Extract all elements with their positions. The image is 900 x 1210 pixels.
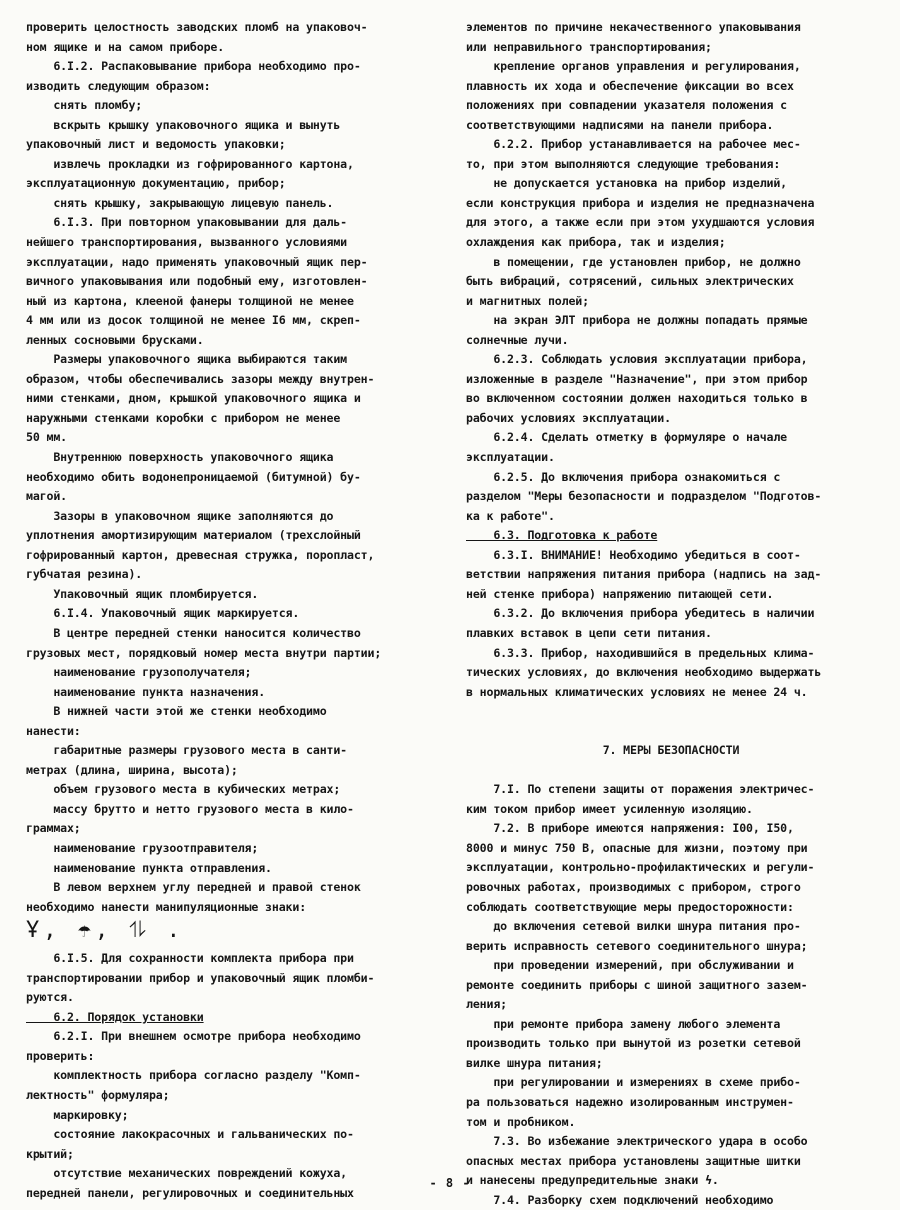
right-column: [466, 18, 876, 1210]
left-text-line: 6.I.2. Распаковывание прибора необходимо про-: [26, 59, 361, 74]
left-text-line: транспортировании прибор и упаковочный ящик пломби-: [26, 970, 375, 985]
right-text-line: 7.4. Разборку схем подключений необходимо: [466, 1192, 774, 1207]
section-6-3-heading-text: 6.3. Подготовка к работе: [466, 528, 658, 543]
right-text-line: и нанесены предупредительные знаки ϟ.: [466, 1171, 876, 1191]
right-text-line: соответствующими надписями на панели прибора.: [466, 117, 774, 132]
right-text-line: на экран ЭЛТ прибора не должны попадать прямые: [466, 313, 808, 328]
right-text-line: быть вибраций, сотрясений, сильных электрических: [466, 274, 794, 289]
right-text-line: 8000 и минус 750 В, опасные для жизни, поэтому при: [466, 840, 808, 855]
right-text-line: до включения сетевой вилки шнура питания про-: [466, 919, 801, 934]
left-text-line: руются.: [26, 990, 74, 1005]
right-text-line: 6.2.5. До включения прибора ознакомиться с: [466, 469, 781, 484]
left-text-line: передней панели, регулировочных и соединительных: [26, 1185, 354, 1200]
left-text-line: комплектность прибора согласно разделу "Комп-: [26, 1068, 361, 1083]
right-text-line: 6.3.2. До включения прибора убедитесь в наличии: [466, 606, 815, 621]
left-text-line: губчатая резина).: [26, 567, 143, 582]
left-text-line: маркировку;: [26, 1107, 129, 1122]
right-text-line: элементов по причине некачественного упаковывания: [466, 20, 801, 34]
left-text-line: необходимо нанести манипуляционные знаки:: [26, 899, 307, 914]
left-text-line: проверить целостность заводских пломб на упаковоч-: [26, 20, 368, 34]
right-text-line: 7.2. В приборе имеются напряжения: I00, I50,: [466, 821, 794, 836]
right-text-line: производить только при вынутой из розетки сетевой: [466, 1036, 801, 1051]
left-text-line: Внутреннюю поверхность упаковочного ящика: [26, 450, 334, 465]
section-6-3-heading: [466, 526, 876, 546]
left-text-line: 50 мм.: [26, 430, 67, 445]
right-text-line: 7.3. Во избежание электрического удара в особо: [466, 1134, 808, 1149]
left-text-line: состояние лакокрасочных и гальванических по-: [26, 1127, 354, 1142]
left-text-line: наименование грузоотправителя;: [26, 840, 259, 855]
left-text-line: снять пломбу;: [26, 98, 143, 113]
right-text-line: эксплуатации, контрольно-профилактических и регули-: [466, 860, 815, 875]
left-text-line: массу брутто и нетто грузового места в кило-: [26, 801, 354, 816]
left-text-line: лектность" формуляра;: [26, 1087, 170, 1102]
right-text-line: 6.3.3. Прибор, находившийся в предельных клима-: [466, 645, 815, 660]
right-text-line: 6.3.I. ВНИМАНИЕ! Необходимо убедиться в соот-: [466, 547, 801, 562]
right-text-line: ким током прибор имеет усиленную изоляцию.: [466, 801, 753, 816]
right-text-line: вилке шнура питания;: [466, 1055, 603, 1070]
right-text-line: рабочих условиях эксплуатации.: [466, 410, 671, 425]
left-text-line: 4 мм или из досок толщиной не менее I6 мм, скреп-: [26, 313, 361, 328]
right-text-line: и магнитных полей;: [466, 293, 589, 308]
left-text-line: магой.: [26, 489, 67, 504]
left-text-line: гофрированный картон, древесная стружка, поропласт,: [26, 547, 375, 562]
left-text-line: отсутствие механических повреждений кожуха,: [26, 1166, 348, 1181]
right-text-line: в нормальных климатических условиях не менее 24 ч.: [466, 684, 808, 699]
left-text-line: Упаковочный ящик пломбируется.: [26, 586, 259, 601]
left-text-line: 6.2.I. При внешнем осмотре прибора необходимо: [26, 1029, 361, 1044]
left-text-line: нанести:: [26, 723, 81, 738]
left-text-line: упаковочный лист и ведомость упаковки;: [26, 137, 286, 152]
right-text-line: при регулировании и измерениях в схеме прибо-: [466, 1075, 801, 1090]
left-text-line: объем грузового места в кубических метрах;: [26, 782, 341, 797]
left-text-line: грузовых мест, порядковый номер места внутри партии;: [26, 645, 382, 660]
left-text-line: нейшего транспортирования, вызванного условиями: [26, 235, 348, 250]
right-text-line: крепление органов управления и регулирования,: [466, 59, 801, 74]
right-text-line: ра пользоваться надежно изолированным инструмен-: [466, 1094, 794, 1109]
left-text-line: ними стенками, дном, крышкой упаковочного ящика и: [26, 391, 361, 406]
right-text-line: или неправильного транспортирования;: [466, 39, 712, 54]
page-number: - 8 -: [429, 1176, 471, 1190]
right-text-line: 7.I. По степени защиты от поражения электричес-: [466, 782, 815, 797]
left-text-line: 6.I.5. Для сохранности комплекта прибора при: [26, 951, 354, 966]
left-text-line: изводить следующим образом:: [26, 78, 211, 93]
left-text-line: граммах;: [26, 821, 81, 836]
right-text-line: положениях при совпадении указателя положения с: [466, 98, 788, 113]
right-text-line: верить исправность сетевого соединительного шнура;: [466, 938, 808, 953]
right-text-line: эксплуатации.: [466, 450, 555, 465]
right-text-line: ремонте соединить приборы с шиной защитного зазем-: [466, 977, 808, 992]
left-text-line: ленных сосновыми брусками.: [26, 332, 204, 347]
left-column: [26, 18, 431, 1203]
right-text-line: во включенном состоянии должен находиться только в: [466, 391, 808, 406]
right-text-line: соблюдать соответствующие меры предосторожности:: [466, 899, 794, 914]
left-text-line: метрах (длина, ширина, высота);: [26, 762, 238, 777]
left-text-line: Зазоры в упаковочном ящике заполняются до: [26, 508, 334, 523]
right-text-line: ней стенке прибора) напряжению питающей сети.: [466, 586, 774, 601]
left-text-line: снять крышку, закрывающую лицевую панель.: [26, 195, 334, 210]
right-text-line: в помещении, где установлен прибор, не должно: [466, 254, 801, 269]
right-text-line: разделом "Меры безопасности и подразделом "Подготов-: [466, 489, 822, 504]
left-text-line: наружными стенками коробки с прибором не менее: [26, 410, 341, 425]
left-text-line: эксплуатационную документацию, прибор;: [26, 176, 286, 191]
right-text-line: ровочных работах, производимых с прибором, строго: [466, 879, 801, 894]
left-text-line: ный из картона, клееной фанеры толщиной не менее: [26, 293, 354, 308]
left-text-line: наименование пункта отправления.: [26, 860, 272, 875]
right-text-line: ка к работе".: [466, 508, 555, 523]
left-text-line: вичного упаковывания или подобный ему, изготовлен-: [26, 274, 368, 289]
right-text-line: том и пробником.: [466, 1114, 576, 1129]
right-text-line: ления;: [466, 997, 507, 1012]
left-text-line: эксплуатации, надо применять упаковочный ящик пер-: [26, 254, 368, 269]
left-text-line: образом, чтобы обеспечивались зазоры между внутрен-: [26, 371, 375, 386]
handling-signs: Ұ, ☂, ⥮ .: [26, 918, 184, 944]
right-text-line: если конструкция прибора и изделия не предназначена: [466, 195, 815, 210]
section-6-2-heading: [26, 1008, 431, 1028]
left-text-line: 6.I.4. Упаковочный ящик маркируется.: [26, 606, 300, 621]
right-text-line: при ремонте прибора замену любого элемента: [466, 1016, 781, 1031]
right-text-line: солнечные лучи.: [466, 332, 569, 347]
right-text-line: тических условиях, до включения необходимо выдержать: [466, 665, 822, 680]
left-text-line: наименование пункта назначения.: [26, 684, 266, 699]
right-text-line: 6.2.2. Прибор устанавливается на рабочее мес-: [466, 137, 801, 152]
left-text-line: ном ящике и на самом приборе.: [26, 39, 225, 54]
left-text-line: крытий;: [26, 1146, 74, 1161]
right-text-line: для этого, а также если при этом ухудшаются условия: [466, 215, 815, 230]
right-text-line: не допускается установка на прибор изделий,: [466, 176, 788, 191]
left-text-line: необходимо обить водонепроницаемой (битумной) бу-: [26, 469, 361, 484]
left-text-line: проверить:: [26, 1048, 95, 1063]
left-text-line: наименование грузополучателя;: [26, 665, 252, 680]
right-text-line: ветствии напряжения питания прибора (надпись на зад-: [466, 567, 822, 582]
right-text-line: опасных местах прибора установлены защитные шитки: [466, 1153, 801, 1168]
left-text-line: В нижней части этой же стенки необходимо: [26, 704, 327, 719]
right-text-line: изложенные в разделе "Назначение", при этом прибор: [466, 371, 808, 386]
left-text-line: габаритные размеры грузового места в санти-: [26, 743, 348, 758]
warning-sign-icon: ϟ.: [698, 1173, 719, 1188]
right-text-line: плавких вставок в цепи сети питания.: [466, 625, 712, 640]
right-text-line: 6.2.4. Сделать отметку в формуляре о начале: [466, 430, 788, 445]
right-text-line: то, при этом выполняются следующие требования:: [466, 156, 781, 171]
left-text-line: 6.I.3. При повторном упаковывании для даль-: [26, 215, 348, 230]
left-text-line: вскрыть крышку упаковочного ящика и вынуть: [26, 117, 341, 132]
left-text-line: уплотнения амортизирующим материалом (трехслойный: [26, 528, 361, 543]
right-text-line: плавность их хода и обеспечение фиксации во всех: [466, 78, 794, 93]
right-text-line: охлаждения как прибора, так и изделия;: [466, 235, 726, 250]
left-text-line: извлечь прокладки из гофрированного картона,: [26, 156, 354, 171]
left-text-line: В центре передней стенки наносится количество: [26, 625, 361, 640]
right-text-line: при проведении измерений, при обслуживании и: [466, 958, 794, 973]
left-text-line: В левом верхнем углу передней и правой стенок: [26, 880, 361, 895]
section-6-2-heading-text: 6.2. Порядок установки: [26, 1009, 204, 1024]
right-text-line: 6.2.3. Соблюдать условия эксплуатации прибора,: [466, 352, 808, 367]
section-7-heading: 7. МЕРЫ БЕЗОПАСНОСТИ: [602, 743, 740, 758]
left-text-line: Размеры упаковочного ящика выбираются таким: [26, 352, 348, 367]
